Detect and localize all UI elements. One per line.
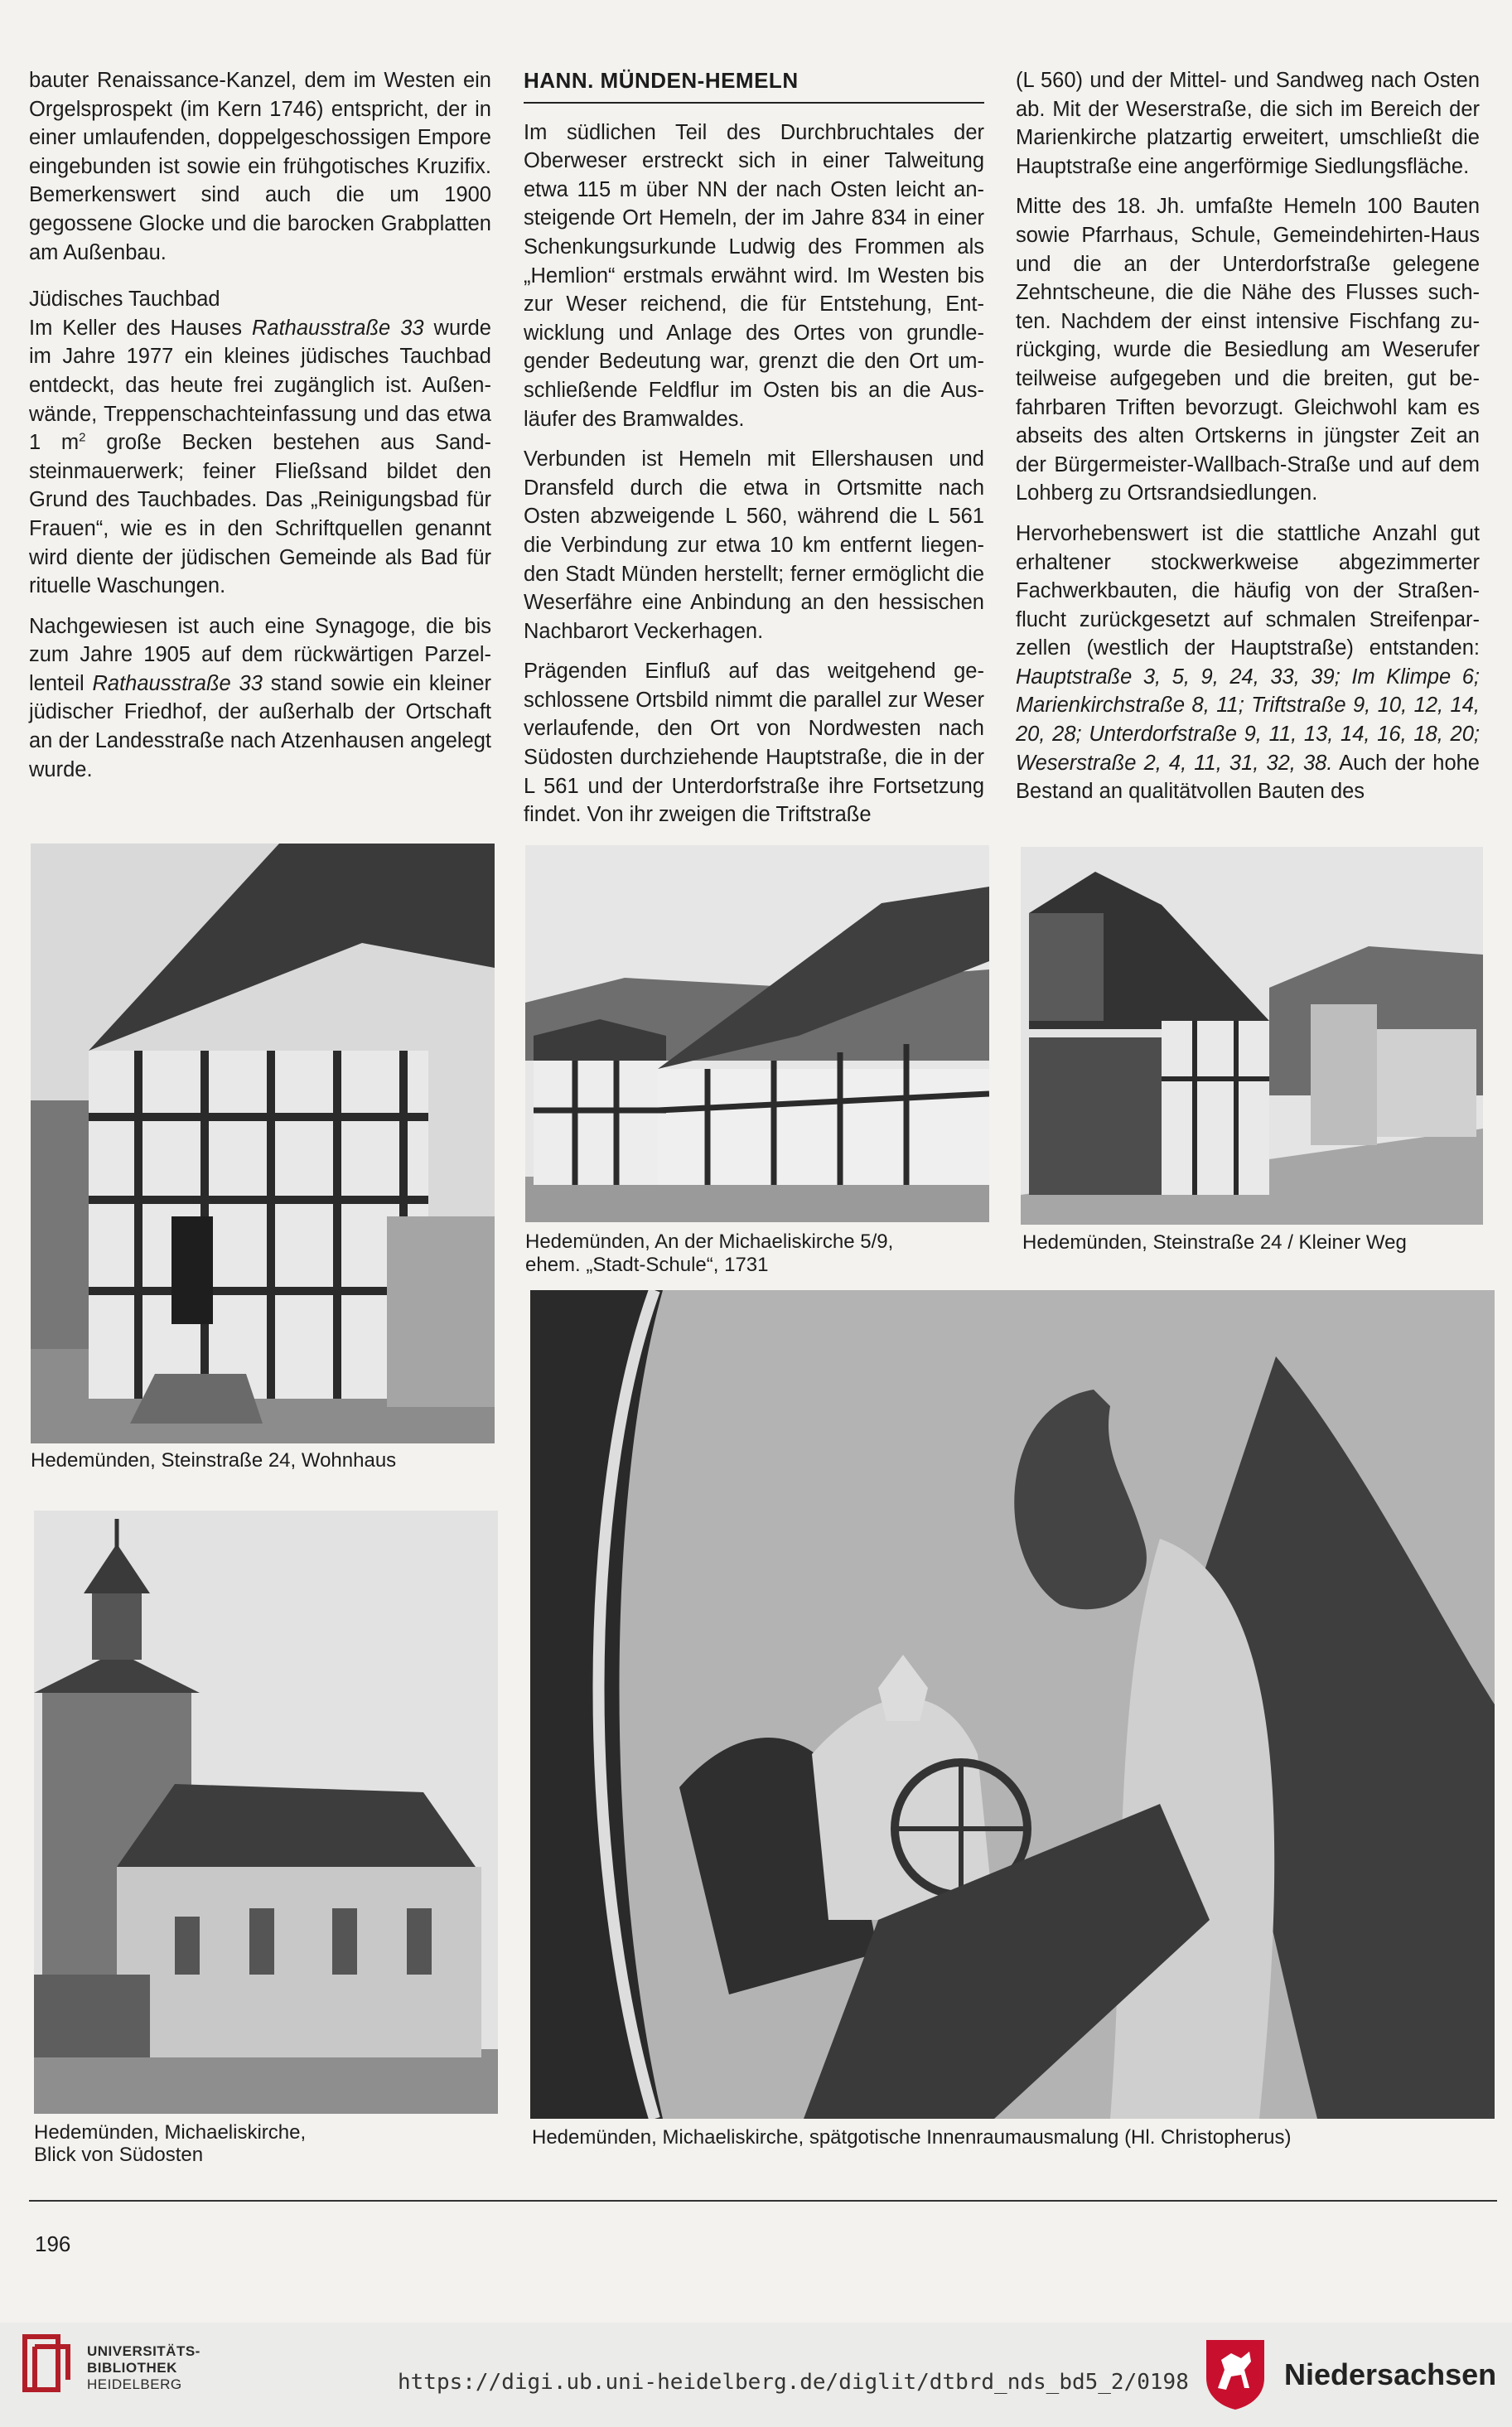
photo-christopherus-mural [530, 1290, 1495, 2119]
text-column-3 [1016, 66, 1480, 818]
text-column-1 [29, 66, 491, 795]
paragraph: Prägenden Einfluß auf das weitgehend geschlossene Ortsbild nimmt die parallel zur Weser verlaufende, den Ort von Nordwesten nach Südosten durchziehende Hauptstraße, die in der L 561 und der Unterdorfstraße ihre Fortsetzung findet. Von ihr zweigen die Triftstraße [524, 660, 984, 827]
paragraph: Im Keller des Hauses Rathausstraße 33 wurde im Jahre 1977 ein kleines jüdisches Tauchbad entdeckt, das heute frei zugänglich ist. Außenwände, Treppenschachteinfassung und das etwa 1 $m^2$ große Becken bestehen aus Sandsteinmauerwerk; feiner Fließsand bildet den Grund des Tauchbades. Das „Reinigungsbad für Frauen“, wie es in den Schriftquellen genannt wird diente der jüdischen Gemeinde als Bad für rituelle Waschungen. [29, 316, 491, 598]
paragraph: Im südlichen Teil des Durchbruchtales der Oberweser erstreckt sich in einer Talweitung etwa 115 m über NN der nach Osten leicht ansteigende Ort Hemeln, der im Jahre 834 in einer Schenkungsurkunde Ludwig des Frommen als „Hemlion“ erstmals erwähnt wird. Im Westen bis zur Weser reichend, die für Entstehung, Entwicklung und Anlage des Ortes von grundlegender Bedeutung war, grenzt die den Ort umschließende Feldflur im Osten bis an die Ausläufer des Bramwaldes. [524, 120, 984, 431]
caption-photo-1: Hedemünden, Steinstraße 24, Wohnhaus [31, 1449, 397, 1472]
street-list: Hauptstraße 3, 5, 9, 24, 33, 39; Im Klimpe 6; Marienkirchstraße 8, 11; Triftstraße 9, 10, 12, 14, 20, 28; Unterdorfstraße 9, 11, 13, 14, 16, 18, 20; Weserstraße 2, 4, 11, 31, 32, 38. [1016, 665, 1480, 775]
section-heading: HANN. MÜNDEN-HEMELN [524, 66, 984, 104]
university-library-logo [17, 2330, 75, 2396]
photo-michaeliskirche-exterior [34, 1511, 498, 2114]
paragraph: bauter Renaissance-Kanzel, dem im Westen ein Orgelsprospekt (im Kern 1746) entspricht, der in einer umlaufenden, doppelgeschossigen Empore eingebunden ist sowie ein frühgotisches Kruzifix. Bemerkenswert sind auch die um 1900 gegossene Glocke und die barocken Grabplatten am Außenbau. [29, 69, 491, 264]
source-url[interactable]: https://digi.ub.uni-heidelberg.de/diglit/dtbrd_nds_bd5_2/0198 [398, 2370, 1189, 2395]
paragraph: (L 560) und der Mittel- und Sandweg nach Osten ab. Mit der Weserstraße, die sich im Bereich der Marienkirche platzartig erweitert, umschließt die Hauptstraße eine angerförmige Siedlungsfläche. [1016, 69, 1480, 178]
niedersachsen-label: Niedersachsen [1284, 2357, 1497, 2391]
paragraph: Mitte des 18. Jh. umfaßte Hemeln 100 Bauten sowie Pfarrhaus, Schule, Gemeindehirten-Haus und die an der Unterdorfstraße gelegene Zehntscheune, die die Nähe des Flusses suchten. Nachdem der einst intensive Fischfang zurückging, wurde die Besiedlung am Weserufer teilweise aufgegeben und die breiten, gut befahrbaren Triften bevorzugt. Gleichwohl kam es abseits des alten Ortskerns in jüngster Zeit an der Bürgermeister-Wallbach-Straße und auf dem Lohberg zu Ortsrandsiedlungen. [1016, 195, 1480, 505]
caption-photo-4-line-1: Hedemünden, Michaeliskirche, [34, 2121, 307, 2144]
page-number: 196 [35, 2231, 71, 2256]
paragraph: Nachgewiesen ist auch eine Synagoge, die bis zum Jahre 1905 auf dem rückwärtigen Parzellenteil Rathausstraße 33 stand sowie ein kleiner jüdischer Friedhof, der außerhalb der Ortschaft an der Landesstraße nach Atzenhausen angelegt wurde. [29, 614, 491, 781]
caption-photo-2-line-2: ehem. „Stadt-Schule“, 1731 [525, 1254, 769, 1276]
photo-stadt-schule [525, 845, 989, 1222]
caption-photo-2-line-1: Hedemünden, An der Michaeliskirche 5/9, [525, 1230, 894, 1253]
subheading: Jüdisches Tauchbad [29, 288, 220, 312]
niedersachsen-horse-icon [1203, 2337, 1268, 2411]
street-name: Rathausstraße 33 [251, 316, 424, 340]
paragraph: Verbunden ist Hemeln mit Ellershausen und Dransfeld durch die etwa in Ortsmitte nach Osten abzweigende L 560, während die L 561 die Verbindung zur etwa 10 km entfernt liegenden Stadt Münden herstellt; ferner ermöglicht die Weserfähre eine Anbindung an den hessischen Nachbarort Veckerhagen. [524, 447, 984, 643]
university-library-name: UNIVERSITÄTS- BIBLIOTHEK HEIDELBERG [87, 2343, 200, 2392]
photo-steinstrasse-24 [31, 844, 495, 1443]
page-rule [29, 2200, 1497, 2202]
caption-photo-4-line-2: Blick von Südosten [34, 2144, 204, 2166]
text-column-2 [524, 66, 984, 841]
caption-photo-5: Hedemünden, Michaeliskirche, spätgotische Innenraumausmalung (Hl. Christopherus) [532, 2126, 1292, 2149]
photo-kleiner-weg [1021, 847, 1483, 1225]
street-name: Rathausstraße 33 [92, 671, 263, 695]
paragraph: Hervorhebenswert ist die stattliche Anzahl gut erhaltener stockwerkweise abgezimmerter Fachwerkbauten, die häufig von der Straßenflucht zurückgesetzt auf schmalen Streifenparzellen (westlich der Hauptstraße) entstanden: Hauptstraße 3, 5, 9, 24, 33, 39; Im Klimpe 6; Marienkirchstraße 8, 11; Triftstraße 9, 10, 12, 14, 20, 28; Unterdorfstraße 9, 11, 13, 14, 16, 18, 20; Weserstraße 2, 4, 11, 31, 32, 38. Auch der hohe Bestand an qualitätvollen Bauten des [1016, 521, 1480, 804]
caption-photo-3: Hedemünden, Steinstraße 24 / Kleiner Weg [1022, 1231, 1407, 1254]
